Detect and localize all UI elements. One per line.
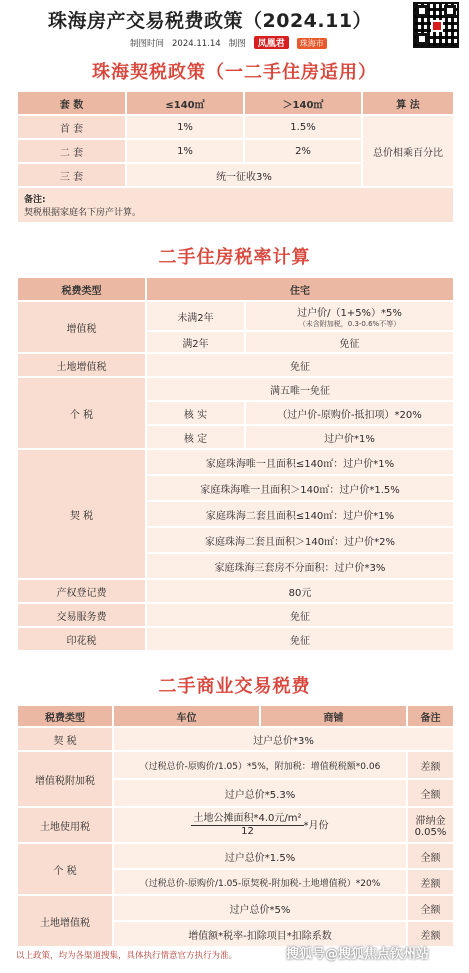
brand-tag: 珠海市 <box>297 38 327 49</box>
vat-val-1 <box>245 301 454 331</box>
vat-note-2: 全额 <box>407 779 454 807</box>
row-label: 二 套 <box>17 139 126 163</box>
row-label: 首 套 <box>17 115 126 139</box>
income-note-2: 差额 <box>407 869 454 895</box>
stamp-val: 免征 <box>146 627 454 651</box>
reg-fee-val: 80元 <box>146 579 454 603</box>
note-title: 备注: <box>24 195 46 205</box>
vat-small-note: （未含附加税，0.3-0.6%不等） <box>298 319 401 328</box>
land-use-note-2: 0.05% <box>414 827 447 838</box>
rate-cell-merged: 统一征收3% <box>126 163 362 187</box>
header-tax-type: 税费类型 <box>17 705 113 727</box>
vat-cond-2: 满2年 <box>146 331 245 353</box>
vat-note-1: 差额 <box>407 751 454 779</box>
rate-cell: 1% <box>126 115 244 139</box>
rate-cell: 1.5% <box>244 115 362 139</box>
land-use-formula <box>113 807 407 843</box>
land-use-label: 土地使用税 <box>17 807 113 843</box>
land-vat-val-1: 过户总价*5% <box>113 895 407 921</box>
vat-label: 增值税附加税 <box>17 751 113 807</box>
income-tax-val-assess: 过户价*1% <box>245 425 454 449</box>
service-fee-val: 免征 <box>146 603 454 627</box>
rate-cell: 2% <box>244 139 362 163</box>
land-vat-note-1: 全额 <box>407 895 454 921</box>
land-vat-label: 土地增值税 <box>17 353 146 377</box>
method-cell: 总价相乘百分比 <box>362 115 454 187</box>
header-remark: 备注 <box>407 705 454 727</box>
header-gt140: ＞140㎡ <box>244 91 362 115</box>
income-tax-cond-verify: 核 实 <box>146 401 245 425</box>
section1-title: 珠海契税政策（一二手住房适用） <box>92 62 377 83</box>
deed-tax-row: 家庭珠海三套房不分面积：过户价*3% <box>146 553 454 579</box>
land-vat-note-2: 差额 <box>407 921 454 947</box>
deed-tax-row: 家庭珠海唯一且面积≤140㎡：过户价*1% <box>146 449 454 475</box>
qr-code-icon <box>413 2 459 48</box>
deed-tax-label: 契 税 <box>17 449 146 579</box>
land-use-numerator: 土地公摊面积*4.0元/m² <box>193 812 302 824</box>
page-title: 珠海房产交易税费政策（2024.11） <box>48 10 373 32</box>
header <box>0 0 469 52</box>
note <box>17 187 454 223</box>
watermark: 搜狐号@搜狐焦点钦州站 <box>286 947 430 962</box>
land-use-suffix: *月份 <box>303 820 329 831</box>
income-val-2: （过税总价-原购价/1.05-原契税-附加税-土地增值税）*20% <box>113 869 407 895</box>
header-parking: 车位 <box>113 705 260 727</box>
deed-tax-row: 家庭珠海唯一且面积＞140㎡：过户价*1.5% <box>146 475 454 501</box>
vat-cond-1: 未满2年 <box>146 301 245 331</box>
header-count: 套 数 <box>17 91 126 115</box>
vat-val-2: 免征 <box>245 331 454 353</box>
income-val-1: 过户总价*1.5% <box>113 843 407 869</box>
land-use-fraction <box>191 813 303 838</box>
rate-cell: 1% <box>126 139 244 163</box>
service-fee-label: 交易服务费 <box>17 603 146 627</box>
section2-title: 二手住房税率计算 <box>158 247 311 268</box>
header-residential: 住宅 <box>146 277 454 301</box>
footer-note: 以上政策，均为各渠道搜集，具体执行情意官方执行为准。 <box>16 951 238 961</box>
deed-tax-row: 家庭珠海二套且面积≤140㎡：过户价*1% <box>146 501 454 527</box>
header-tax-type: 税费类型 <box>17 277 146 301</box>
deed-label: 契 税 <box>17 727 113 751</box>
land-vat-val: 免征 <box>146 353 454 377</box>
deed-policy-table <box>16 90 455 224</box>
vat-val-1-text: 过户价/（1+5%）*5% <box>297 307 402 319</box>
income-tax-exempt: 满五唯一免征 <box>146 377 454 401</box>
land-use-denominator: 12 <box>241 825 254 837</box>
income-tax-cond-assess: 核 定 <box>146 425 245 449</box>
resale-housing-table <box>16 276 455 652</box>
vat-label: 增值税 <box>17 301 146 353</box>
stamp-label: 印花税 <box>17 627 146 651</box>
header-shop: 商铺 <box>260 705 407 727</box>
note-text: 契税根据家庭名下房产计算。 <box>24 208 142 218</box>
deed-val: 过户总价*3% <box>113 727 454 751</box>
income-label: 个 税 <box>17 843 113 895</box>
income-tax-label: 个 税 <box>17 377 146 449</box>
vat-val-1: （过税总价-原购价/1.05）*5%，附加税：增值税税额*0.06 <box>113 751 407 779</box>
income-tax-val-verify: （过户价-原购价-抵扣项）*20% <box>245 401 454 425</box>
vat-val-2: 过户总价*5.3% <box>113 779 407 807</box>
income-note-1: 全额 <box>407 843 454 869</box>
land-use-note <box>407 807 454 843</box>
reg-fee-label: 产权登记费 <box>17 579 146 603</box>
section3-title: 二手商业交易税费 <box>158 676 311 697</box>
maker-label: 制图 <box>228 39 246 49</box>
made-date: 2024.11.14 <box>172 39 221 49</box>
made-info <box>130 36 335 49</box>
header-le140: ≤140㎡ <box>126 91 244 115</box>
made-time-label: 制图时间 <box>130 39 165 49</box>
land-vat-label: 土地增值税 <box>17 895 113 947</box>
brand-logo: 凤凰君 <box>254 36 289 49</box>
deed-tax-row: 家庭珠海二套且面积＞140㎡：过户价*2% <box>146 527 454 553</box>
commercial-table <box>16 704 455 948</box>
header-method: 算 法 <box>362 91 454 115</box>
row-label: 三 套 <box>17 163 126 187</box>
land-use-note-1: 滞纳金 <box>415 816 446 827</box>
land-vat-val-2: 增值额*税率-扣除项目*扣除系数 <box>113 921 407 947</box>
